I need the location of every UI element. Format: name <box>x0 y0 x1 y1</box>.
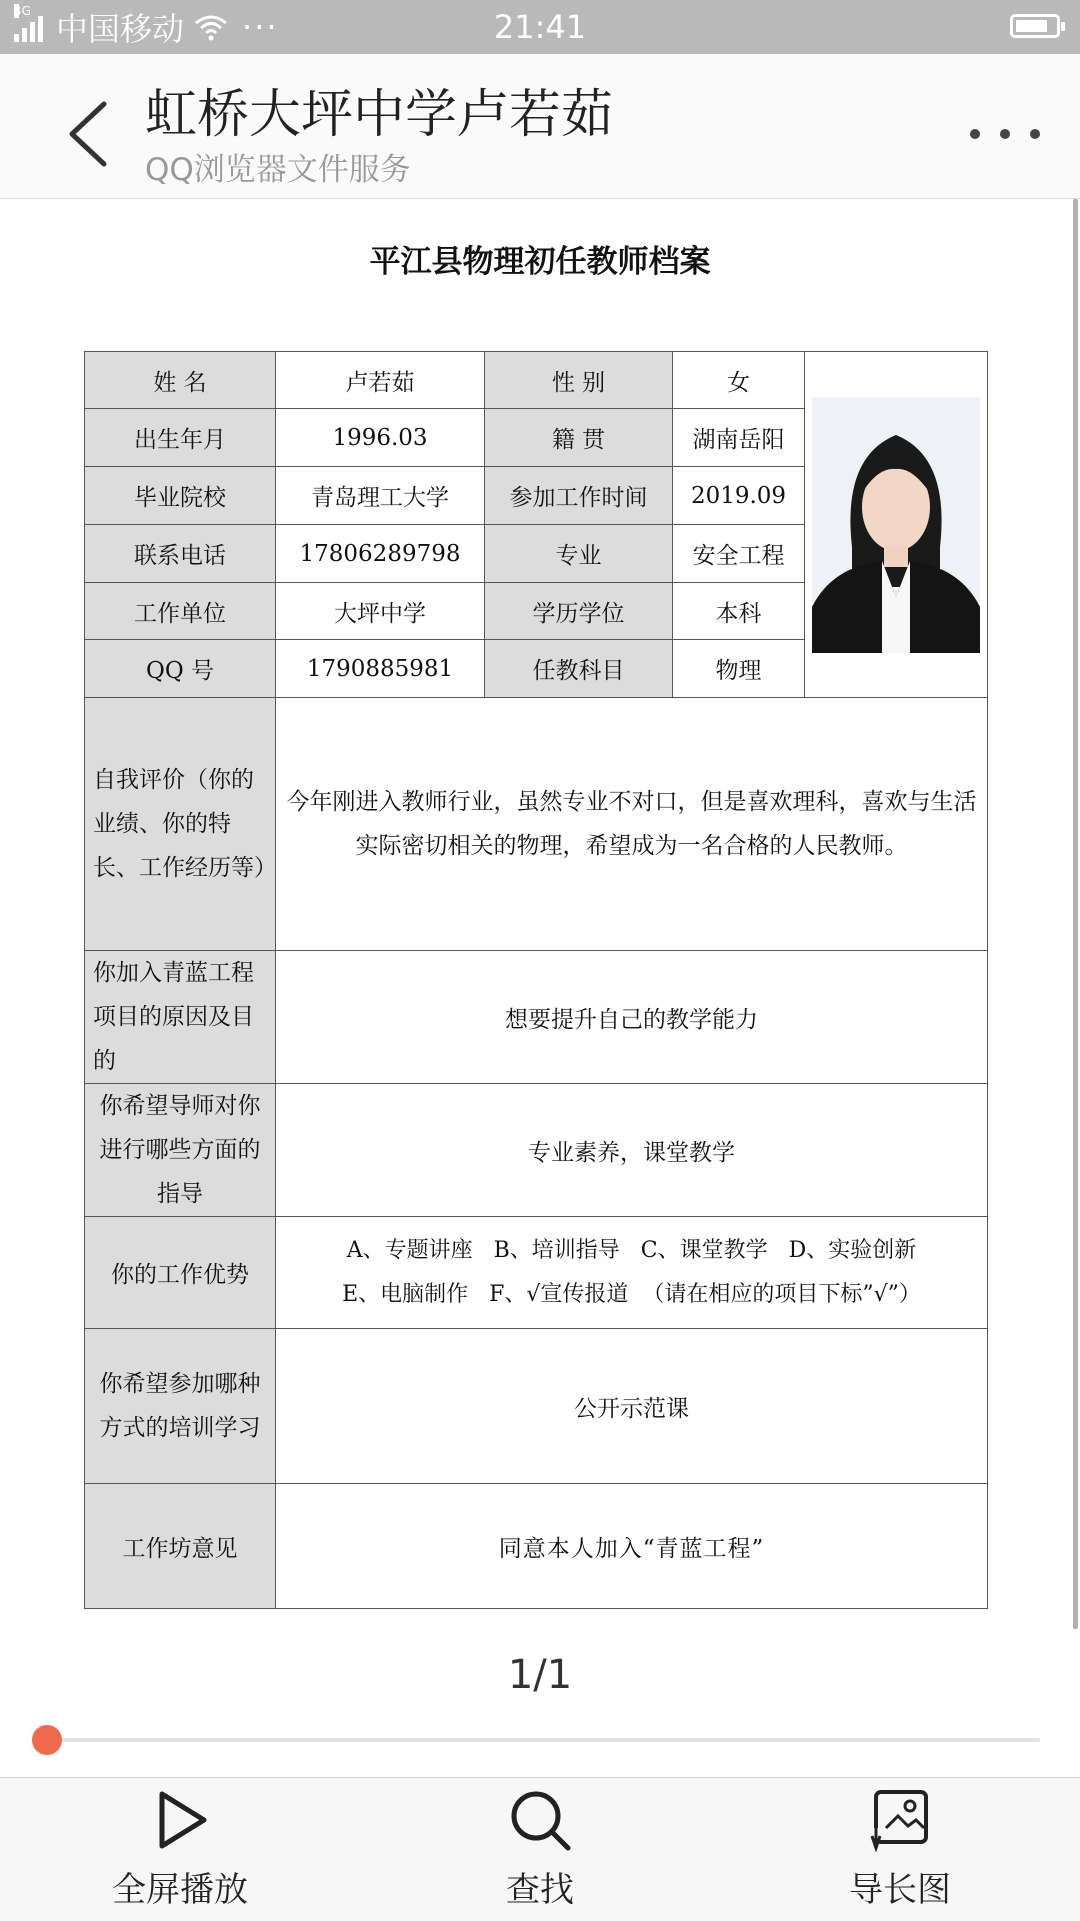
title-bar <box>0 54 1080 199</box>
document-title: 平江县物理初任教师档案 <box>369 244 711 280</box>
more-dot-icon <box>970 129 980 139</box>
advantage-line-1: A、专题讲座 B、培训指导 C、课堂教学 D、实验创新 <box>346 1237 917 1263</box>
play-icon <box>148 1788 212 1852</box>
guidance-value: 专业素养，课堂教学 <box>276 1084 988 1217</box>
self-eval-label: 自我评价（你的业绩、你的特长、工作经历等） <box>85 698 276 951</box>
status-more-dots: ··· <box>242 8 279 46</box>
name-value: 卢若茹 <box>276 352 485 409</box>
status-bar <box>0 0 1080 54</box>
school-label: 毕业院校 <box>85 467 276 525</box>
birth-label: 出生年月 <box>85 409 276 467</box>
major-label: 专业 <box>485 525 673 583</box>
fullscreen-play-button[interactable] <box>70 1788 290 1918</box>
subject-label: 任教科目 <box>485 640 673 698</box>
origin-value: 湖南岳阳 <box>673 409 805 467</box>
workshop-label: 工作坊意见 <box>85 1484 276 1609</box>
find-button[interactable] <box>430 1788 650 1918</box>
page-indicator: 1/1 <box>507 1652 573 1698</box>
export-long-image-label: 导长图 <box>849 1870 951 1910</box>
school-value: 青岛理工大学 <box>276 467 485 525</box>
more-dot-icon <box>1030 129 1040 139</box>
fullscreen-play-label: 全屏播放 <box>112 1870 248 1910</box>
work-start-value: 2019.09 <box>673 467 805 525</box>
profile-photo <box>812 397 980 653</box>
name-label: 姓 名 <box>85 352 276 409</box>
chevron-left-icon <box>60 94 120 174</box>
advantage-options <box>276 1217 988 1329</box>
bottom-toolbar <box>0 1777 1080 1921</box>
more-dot-icon <box>1000 129 1010 139</box>
qq-value: 1790885981 <box>276 640 485 698</box>
subject-value: 物理 <box>673 640 805 698</box>
network-type: 4G <box>14 4 31 18</box>
back-button[interactable] <box>60 94 120 174</box>
teacher-profile-table <box>84 351 988 1609</box>
employer-label: 工作单位 <box>85 583 276 640</box>
birth-value: 1996.03 <box>276 409 485 467</box>
qq-label: QQ 号 <box>85 640 276 698</box>
more-options-button[interactable] <box>970 114 1040 154</box>
gender-label: 性 别 <box>485 352 673 409</box>
major-value: 安全工程 <box>673 525 805 583</box>
self-eval-value: 今年刚进入教师行业，虽然专业不对口，但是喜欢理科，喜欢与生活实际密切相关的物理，希望成为一名合格的人民教师。 <box>276 698 988 951</box>
page-title: 虹桥大坪中学卢若茹 <box>145 85 614 145</box>
find-label: 查找 <box>506 1870 574 1910</box>
reason-value: 想要提升自己的教学能力 <box>276 951 988 1084</box>
phone-label: 联系电话 <box>85 525 276 583</box>
long-image-icon <box>868 1788 932 1852</box>
gender-value: 女 <box>673 352 805 409</box>
search-icon <box>508 1788 572 1852</box>
slider-track <box>44 1738 1040 1742</box>
photo-cell <box>805 352 988 698</box>
export-long-image-button[interactable] <box>790 1788 1010 1918</box>
origin-label: 籍 贯 <box>485 409 673 467</box>
clock: 21:41 <box>493 8 587 46</box>
degree-value: 本科 <box>673 583 805 640</box>
page-subtitle: QQ浏览器文件服务 <box>145 152 411 188</box>
degree-label: 学历学位 <box>485 583 673 640</box>
advantage-line-2: E、电脑制作 F、√宣传报道 （请在相应的项目下标”√”） <box>342 1281 921 1307</box>
employer-value: 大坪中学 <box>276 583 485 640</box>
phone-value: 17806289798 <box>276 525 485 583</box>
slider-thumb[interactable] <box>32 1725 62 1755</box>
guidance-label: 你希望导师对你进行哪些方面的指导 <box>85 1084 276 1217</box>
reason-label: 你加入青蓝工程项目的原因及目的 <box>85 951 276 1084</box>
scrollbar[interactable] <box>1073 199 1078 1629</box>
workshop-value: 同意本人加入“青蓝工程” <box>276 1484 988 1609</box>
battery-icon <box>1010 14 1060 38</box>
page-slider[interactable] <box>44 1735 1040 1745</box>
carrier-name: 中国移动 <box>56 10 185 48</box>
work-start-label: 参加工作时间 <box>485 467 673 525</box>
training-value: 公开示范课 <box>276 1329 988 1484</box>
advantage-label: 你的工作优势 <box>85 1217 276 1329</box>
training-label: 你希望参加哪种方式的培训学习 <box>85 1329 276 1484</box>
